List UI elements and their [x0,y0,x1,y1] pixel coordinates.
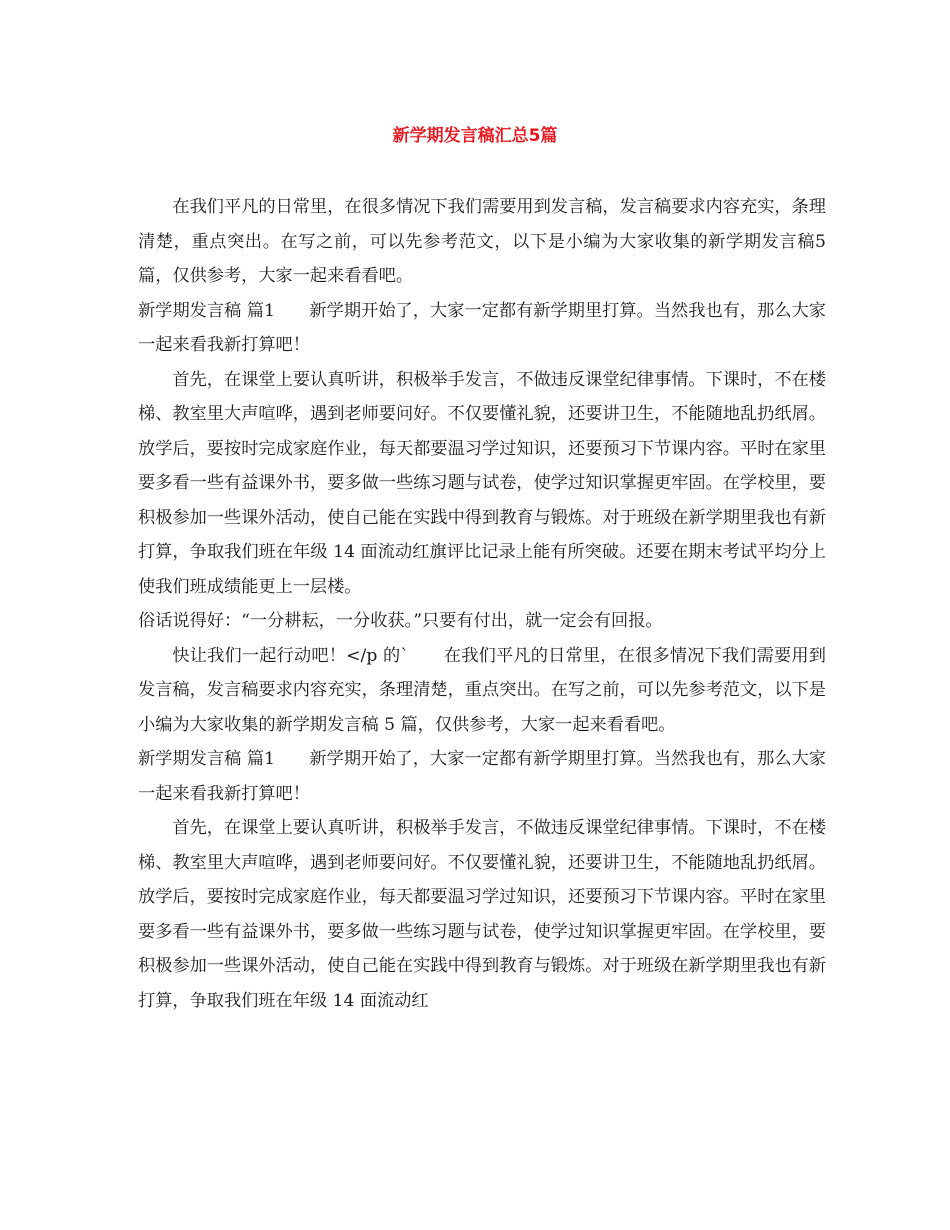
paragraph-proverb: 俗话说得好：“一分耕耘，一分收获。”只要有付出，就一定会有回报。 [138,611,663,631]
paragraph-action-intro-repeat: 快让我们一起行动吧！</p 的` 在我们平凡的日常里，在很多情况下我们需要用到发言稿，发言稿要求内容充实，条理清楚，重点突出。在写之前，可以先参考范文，以下是小编为大家收集的新学期发言稿 5 篇，仅供参考，大家一起来看看吧。 [138,645,826,735]
paragraph-section-1-body-repeat: 首先，在课堂上要认真听讲，积极举手发言，不做违反课堂纪律事情。下课时，不在楼梯、教室里大声喧哗，遇到老师要问好。不仅要懂礼貌，还要讲卫生，不能随地乱扔纸屑。放学后，要按时完成家庭作业，每天都要温习学过知识，还要预习下节课内容。平时在家里要多看一些有益课外书，要多做一些练习题与试卷，使学过知识掌握更牢固。在学校里，要积极参加一些课外活动，使自己能在实践中得到教育与锻炼。对于班级在新学期里我也有新打算，争取我们班在年级 14 面流动红 [138,818,826,1011]
paragraph-section-1-heading-repeat: 新学期发言稿 篇1 新学期开始了，大家一定都有新学期里打算。当然我也有，那么大家一起来看我新打算吧！ [138,749,826,804]
document-title: 新学期发言稿汇总5篇 [392,126,558,146]
paragraph-section-1-heading: 新学期发言稿 篇1 新学期开始了，大家一定都有新学期里打算。当然我也有，那么大家一起来看我新打算吧！ [138,300,826,355]
paragraph-intro: 在我们平凡的日常里，在很多情况下我们需要用到发言稿，发言稿要求内容充实，条理清楚，重点突出。在写之前，可以先参考范文，以下是小编为大家收集的新学期发言稿5篇，仅供参考，大家一起来看看吧。 [138,197,826,286]
document-body [138,190,826,1018]
paragraph-section-1-body: 首先，在课堂上要认真听讲，积极举手发言，不做违反课堂纪律事情。下课时，不在楼梯、教室里大声喧哗，遇到老师要问好。不仅要懂礼貌，还要讲卫生，不能随地乱扔纸屑。放学后，要按时完成家庭作业，每天都要温习学过知识，还要预习下节课内容。平时在家里要多看一些有益课外书，要多做一些练习题与试卷，使学过知识掌握更牢固。在学校里，要积极参加一些课外活动，使自己能在实践中得到教育与锻炼。对于班级在新学期里我也有新打算，争取我们班在年级 14 面流动红旗评比记录上能有所突破。还要在期末考试平均分上使我们班成绩能更上一层楼。 [138,369,826,597]
